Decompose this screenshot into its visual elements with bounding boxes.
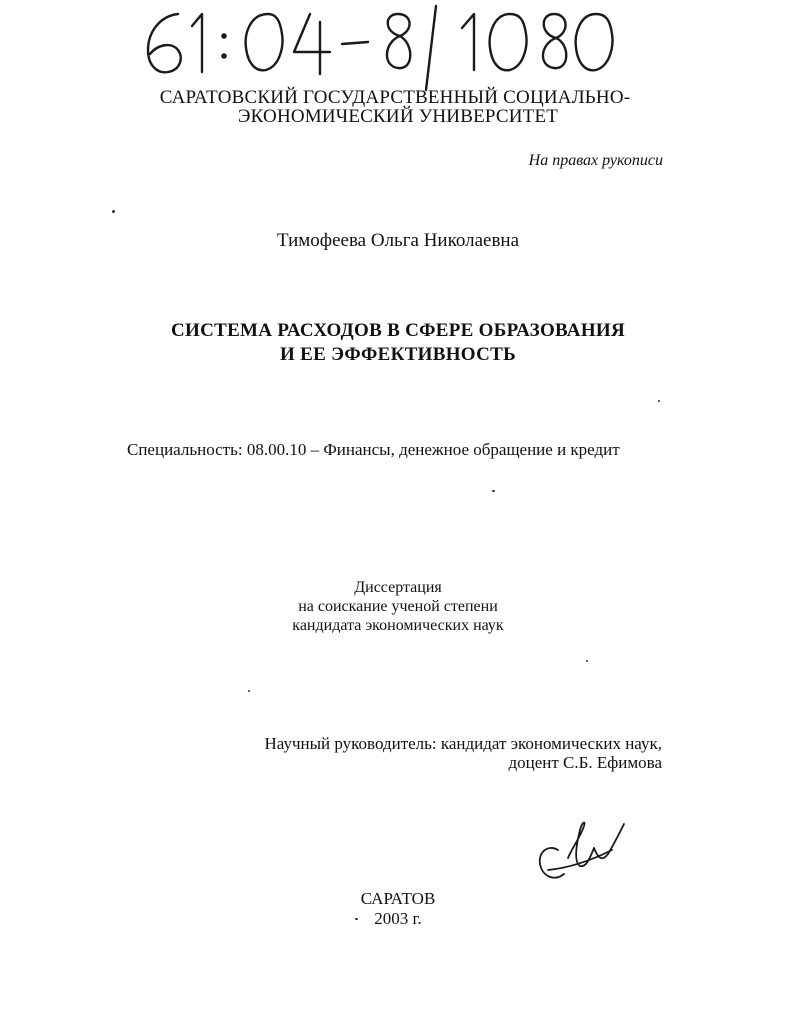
university-name-line2: ЭКОНОМИЧЕСКИЙ УНИВЕРСИТЕТ — [237, 106, 559, 127]
specialty: Специальность: 08.00.10 – Финансы, денежное обращение и кредит — [127, 440, 620, 459]
degree-name: кандидата экономических наук — [292, 617, 504, 634]
university-name-line1: САРАТОВСКИЙ ГОСУДАРСТВЕННЫЙ СОЦИАЛЬНО- — [159, 87, 631, 108]
supervisor-line2: доцент С.Б. Ефимова — [508, 753, 662, 772]
degree-purpose: на соискание ученой степени — [298, 598, 498, 615]
dissertation-label: Диссертация — [354, 579, 442, 596]
thesis-title-line2: И ЕЕ ЭФФЕКТИВНОСТЬ — [280, 344, 516, 365]
author-name: Тимофеева Ольга Николаевна — [276, 230, 520, 251]
handwritten-signature — [528, 818, 638, 898]
scan-speck — [586, 660, 588, 662]
year: 2003 г. — [374, 909, 422, 928]
thesis-title-line1: СИСТЕМА РАСХОДОВ В СФЕРЕ ОБРАЗОВАНИЯ — [170, 320, 626, 341]
city: САРАТОВ — [360, 889, 436, 908]
scan-speck — [355, 918, 358, 920]
scan-speck — [248, 690, 250, 692]
scan-speck — [658, 400, 660, 402]
manuscript-rights-note: На правах рукописи — [528, 152, 663, 169]
scan-speck — [492, 490, 495, 492]
supervisor-line1: Научный руководитель: кандидат экономических наук, — [264, 734, 662, 753]
scan-speck — [112, 210, 115, 213]
